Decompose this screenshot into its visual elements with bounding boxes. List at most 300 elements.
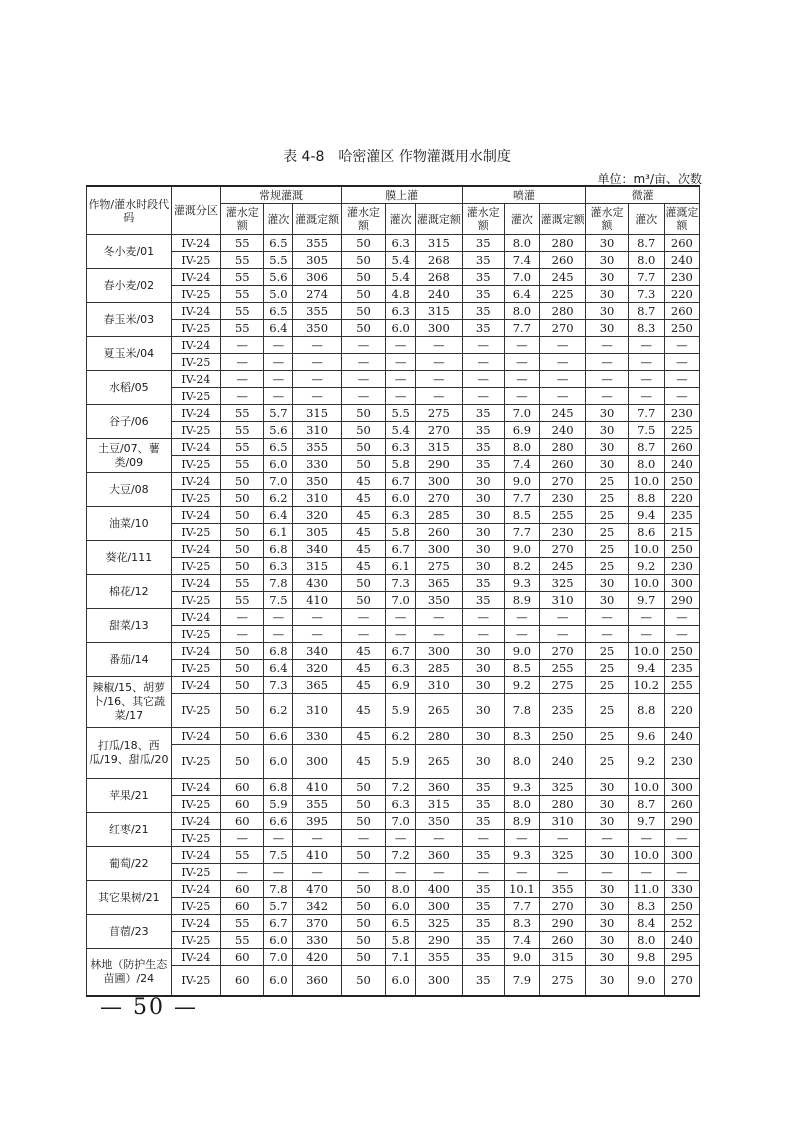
value-cell: 7.0 <box>264 949 293 966</box>
value-cell: 35 <box>462 813 504 830</box>
table-title: 表 4-8 哈密灌区 作物灌溉用水制度 <box>283 149 511 165</box>
table-row <box>87 915 700 932</box>
value-cell: — <box>341 864 385 881</box>
value-cell: 50 <box>341 456 385 473</box>
crop-name: 春玉米/03 <box>87 303 172 337</box>
value-cell: 310 <box>539 813 585 830</box>
value-cell: 315 <box>416 439 462 456</box>
zone-cell: IV-24 <box>171 643 221 660</box>
table-row <box>87 677 700 694</box>
value-cell: 55 <box>221 303 264 320</box>
value-cell: 60 <box>221 949 264 966</box>
value-cell: — <box>664 371 699 388</box>
value-cell: 5.9 <box>386 694 416 728</box>
value-cell: 25 <box>586 473 628 490</box>
value-cell: 30 <box>462 541 504 558</box>
zone-cell: IV-25 <box>171 830 221 847</box>
value-cell: 30 <box>586 932 628 949</box>
value-cell: — <box>539 609 585 626</box>
value-cell: — <box>264 354 293 371</box>
value-cell: 300 <box>416 473 462 490</box>
value-cell: 6.9 <box>386 677 416 694</box>
value-cell: 260 <box>664 439 699 456</box>
value-cell: 55 <box>221 456 264 473</box>
value-cell: 50 <box>341 303 385 320</box>
value-cell: 6.8 <box>264 541 293 558</box>
value-cell: 6.7 <box>386 473 416 490</box>
value-cell: 50 <box>341 966 385 996</box>
value-cell: 6.3 <box>386 235 416 252</box>
value-cell: 25 <box>586 490 628 507</box>
value-cell: 50 <box>221 728 264 745</box>
value-cell: 255 <box>539 660 585 677</box>
table-row <box>87 388 700 405</box>
value-cell: 30 <box>462 677 504 694</box>
value-cell: 30 <box>586 949 628 966</box>
value-cell: 350 <box>416 592 462 609</box>
value-cell: 300 <box>664 847 699 864</box>
value-cell: — <box>386 609 416 626</box>
value-cell: 260 <box>539 456 585 473</box>
value-cell: — <box>539 337 585 354</box>
zone-cell: IV-25 <box>171 456 221 473</box>
crop-name: 苹果/21 <box>87 779 172 813</box>
value-cell: 50 <box>221 541 264 558</box>
value-cell: 255 <box>664 677 699 694</box>
value-cell: 50 <box>341 422 385 439</box>
value-cell: 30 <box>462 524 504 541</box>
value-cell: 9.3 <box>504 779 539 796</box>
value-cell: — <box>264 337 293 354</box>
value-cell: 8.0 <box>628 932 664 949</box>
value-cell: 50 <box>341 405 385 422</box>
value-cell: 290 <box>539 915 585 932</box>
value-cell: 9.4 <box>628 507 664 524</box>
value-cell: 25 <box>586 643 628 660</box>
value-cell: — <box>539 388 585 405</box>
subheader-total: 灌溉定额 <box>539 204 585 235</box>
value-cell: 8.7 <box>628 235 664 252</box>
value-cell: 280 <box>539 439 585 456</box>
value-cell: 355 <box>293 439 341 456</box>
value-cell: — <box>293 371 341 388</box>
value-cell: 45 <box>341 643 385 660</box>
table-row <box>87 881 700 898</box>
value-cell: 30 <box>586 813 628 830</box>
value-cell: — <box>628 864 664 881</box>
value-cell: 50 <box>341 898 385 915</box>
value-cell: 9.0 <box>504 541 539 558</box>
value-cell: 8.8 <box>628 694 664 728</box>
value-cell: 7.9 <box>504 966 539 996</box>
value-cell: 30 <box>586 269 628 286</box>
zone-cell: IV-25 <box>171 745 221 779</box>
value-cell: 7.1 <box>386 949 416 966</box>
value-cell: 45 <box>341 745 385 779</box>
table-row <box>87 813 700 830</box>
value-cell: 35 <box>462 422 504 439</box>
value-cell: — <box>221 388 264 405</box>
value-cell: — <box>416 830 462 847</box>
value-cell: — <box>539 830 585 847</box>
value-cell: 6.0 <box>386 490 416 507</box>
value-cell: — <box>462 354 504 371</box>
value-cell: 9.0 <box>504 643 539 660</box>
value-cell: — <box>293 864 341 881</box>
value-cell: 10.0 <box>628 575 664 592</box>
table-row <box>87 303 700 320</box>
value-cell: — <box>664 388 699 405</box>
value-cell: 6.4 <box>504 286 539 303</box>
value-cell: 35 <box>462 915 504 932</box>
value-cell: 8.3 <box>504 728 539 745</box>
crop-name: 甜菜/13 <box>87 609 172 643</box>
value-cell: 35 <box>462 286 504 303</box>
value-cell: 300 <box>416 643 462 660</box>
value-cell: 325 <box>539 847 585 864</box>
value-cell: 45 <box>341 677 385 694</box>
zone-cell: IV-25 <box>171 422 221 439</box>
value-cell: 30 <box>586 898 628 915</box>
value-cell: 45 <box>341 507 385 524</box>
value-cell: — <box>664 626 699 643</box>
zone-cell: IV-24 <box>171 337 221 354</box>
header-crop: 作物/灌水时段代码 <box>87 186 172 235</box>
value-cell: 8.3 <box>628 898 664 915</box>
value-cell: — <box>416 609 462 626</box>
value-cell: 30 <box>586 405 628 422</box>
value-cell: 35 <box>462 779 504 796</box>
value-cell: 35 <box>462 405 504 422</box>
value-cell: 50 <box>341 252 385 269</box>
value-cell: 6.8 <box>264 643 293 660</box>
value-cell: 250 <box>664 541 699 558</box>
value-cell: 395 <box>293 813 341 830</box>
value-cell: 325 <box>539 779 585 796</box>
crop-name: 红枣/21 <box>87 813 172 847</box>
value-cell: 270 <box>539 541 585 558</box>
value-cell: 35 <box>462 456 504 473</box>
value-cell: 6.5 <box>264 439 293 456</box>
value-cell: 4.8 <box>386 286 416 303</box>
value-cell: 50 <box>341 949 385 966</box>
value-cell: 55 <box>221 405 264 422</box>
value-cell: — <box>416 354 462 371</box>
value-cell: 35 <box>462 235 504 252</box>
value-cell: 220 <box>664 694 699 728</box>
value-cell: 6.0 <box>386 320 416 337</box>
value-cell: 8.5 <box>504 660 539 677</box>
value-cell: 6.0 <box>264 456 293 473</box>
value-cell: 30 <box>462 660 504 677</box>
value-cell: 270 <box>539 473 585 490</box>
value-cell: 215 <box>664 524 699 541</box>
value-cell: 35 <box>462 269 504 286</box>
table-row <box>87 626 700 643</box>
value-cell: — <box>586 830 628 847</box>
value-cell: 290 <box>416 456 462 473</box>
value-cell: — <box>264 371 293 388</box>
crop-name: 土豆/07、薯类/09 <box>87 439 172 473</box>
crop-name: 辣椒/15、胡萝卜/16、其它蔬菜/17 <box>87 677 172 728</box>
value-cell: 270 <box>416 422 462 439</box>
zone-cell: IV-25 <box>171 898 221 915</box>
value-cell: 8.3 <box>504 915 539 932</box>
value-cell: 355 <box>539 881 585 898</box>
value-cell: — <box>221 354 264 371</box>
value-cell: 220 <box>664 490 699 507</box>
value-cell: 350 <box>293 473 341 490</box>
zone-cell: IV-25 <box>171 626 221 643</box>
value-cell: 8.7 <box>628 303 664 320</box>
value-cell: — <box>586 864 628 881</box>
value-cell: 50 <box>221 643 264 660</box>
subheader-quota: 灌水定额 <box>341 204 385 235</box>
zone-cell: IV-24 <box>171 303 221 320</box>
value-cell: 5.5 <box>386 405 416 422</box>
table-row <box>87 490 700 507</box>
value-cell: 8.0 <box>628 456 664 473</box>
value-cell: 7.7 <box>504 898 539 915</box>
value-cell: 50 <box>341 269 385 286</box>
value-cell: 340 <box>293 643 341 660</box>
zone-cell: IV-25 <box>171 286 221 303</box>
value-cell: 290 <box>416 932 462 949</box>
value-cell: 230 <box>664 405 699 422</box>
crop-name: 谷子/06 <box>87 405 172 439</box>
value-cell: 320 <box>293 507 341 524</box>
value-cell: 5.9 <box>386 745 416 779</box>
value-cell: 6.8 <box>264 779 293 796</box>
value-cell: 7.8 <box>264 881 293 898</box>
value-cell: 30 <box>586 422 628 439</box>
crop-name: 棉花/12 <box>87 575 172 609</box>
value-cell: 240 <box>664 252 699 269</box>
value-cell: 400 <box>416 881 462 898</box>
value-cell: 55 <box>221 422 264 439</box>
value-cell: 6.4 <box>264 320 293 337</box>
value-cell: 315 <box>293 558 341 575</box>
value-cell: — <box>462 388 504 405</box>
value-cell: 260 <box>539 252 585 269</box>
value-cell: 10.2 <box>628 677 664 694</box>
value-cell: 360 <box>416 847 462 864</box>
crop-name: 水稻/05 <box>87 371 172 405</box>
value-cell: 470 <box>293 881 341 898</box>
value-cell: 5.8 <box>386 932 416 949</box>
zone-cell: IV-25 <box>171 592 221 609</box>
value-cell: — <box>462 830 504 847</box>
value-cell: 9.7 <box>628 592 664 609</box>
crop-name: 大豆/08 <box>87 473 172 507</box>
value-cell: — <box>539 626 585 643</box>
zone-cell: IV-24 <box>171 575 221 592</box>
subheader-total: 灌溉定额 <box>416 204 462 235</box>
value-cell: — <box>664 864 699 881</box>
crop-name: 冬小麦/01 <box>87 235 172 269</box>
zone-cell: IV-24 <box>171 915 221 932</box>
value-cell: — <box>539 354 585 371</box>
value-cell: 315 <box>416 235 462 252</box>
value-cell: — <box>586 388 628 405</box>
value-cell: 60 <box>221 796 264 813</box>
crop-name: 苜蓿/23 <box>87 915 172 949</box>
value-cell: 250 <box>539 728 585 745</box>
zone-cell: IV-24 <box>171 847 221 864</box>
value-cell: 35 <box>462 898 504 915</box>
value-cell: — <box>664 337 699 354</box>
value-cell: — <box>293 388 341 405</box>
value-cell: 35 <box>462 592 504 609</box>
value-cell: — <box>341 371 385 388</box>
zone-cell: IV-25 <box>171 354 221 371</box>
value-cell: — <box>416 337 462 354</box>
value-cell: 9.8 <box>628 949 664 966</box>
value-cell: 45 <box>341 524 385 541</box>
value-cell: 35 <box>462 796 504 813</box>
table-row <box>87 405 700 422</box>
value-cell: 50 <box>221 745 264 779</box>
value-cell: 350 <box>293 320 341 337</box>
value-cell: — <box>664 354 699 371</box>
value-cell: 360 <box>293 966 341 996</box>
table-row <box>87 371 700 388</box>
value-cell: 6.3 <box>264 558 293 575</box>
value-cell: 45 <box>341 694 385 728</box>
table-row <box>87 269 700 286</box>
value-cell: 30 <box>586 592 628 609</box>
table-row <box>87 966 700 996</box>
value-cell: 60 <box>221 779 264 796</box>
value-cell: 340 <box>293 541 341 558</box>
zone-cell: IV-24 <box>171 439 221 456</box>
value-cell: 45 <box>341 660 385 677</box>
value-cell: — <box>221 609 264 626</box>
value-cell: 35 <box>462 966 504 996</box>
table-row <box>87 235 700 252</box>
value-cell: 275 <box>539 677 585 694</box>
value-cell: — <box>416 626 462 643</box>
header-group-conventional: 常规灌溉 <box>221 186 342 204</box>
value-cell: 268 <box>416 252 462 269</box>
zone-cell: IV-24 <box>171 609 221 626</box>
value-cell: — <box>341 830 385 847</box>
value-cell: 45 <box>341 728 385 745</box>
value-cell: 250 <box>664 473 699 490</box>
value-cell: 5.8 <box>386 456 416 473</box>
value-cell: 270 <box>539 320 585 337</box>
value-cell: 50 <box>221 558 264 575</box>
value-cell: 8.0 <box>504 745 539 779</box>
value-cell: 260 <box>664 235 699 252</box>
value-cell: — <box>293 626 341 643</box>
value-cell: 355 <box>293 235 341 252</box>
value-cell: — <box>416 371 462 388</box>
value-cell: 300 <box>416 541 462 558</box>
zone-cell: IV-25 <box>171 660 221 677</box>
value-cell: 7.0 <box>386 592 416 609</box>
header-group-film: 膜上灌 <box>341 186 462 204</box>
value-cell: 50 <box>221 660 264 677</box>
value-cell: 8.6 <box>628 524 664 541</box>
value-cell: 7.4 <box>504 932 539 949</box>
value-cell: 7.5 <box>264 847 293 864</box>
value-cell: 30 <box>586 252 628 269</box>
value-cell: 7.7 <box>504 490 539 507</box>
value-cell: 35 <box>462 575 504 592</box>
value-cell: 30 <box>462 745 504 779</box>
value-cell: 50 <box>221 507 264 524</box>
table-row <box>87 643 700 660</box>
value-cell: — <box>539 864 585 881</box>
value-cell: 6.3 <box>386 303 416 320</box>
value-cell: 50 <box>221 694 264 728</box>
table-row <box>87 592 700 609</box>
value-cell: — <box>586 337 628 354</box>
header-group-sprinkler: 喷灌 <box>462 186 586 204</box>
value-cell: 30 <box>586 966 628 996</box>
value-cell: — <box>462 609 504 626</box>
value-cell: 235 <box>664 660 699 677</box>
table-row <box>87 252 700 269</box>
value-cell: 305 <box>293 524 341 541</box>
value-cell: — <box>386 388 416 405</box>
value-cell: 8.5 <box>504 507 539 524</box>
value-cell: 370 <box>293 915 341 932</box>
value-cell: 55 <box>221 575 264 592</box>
value-cell: 5.6 <box>264 422 293 439</box>
value-cell: 6.5 <box>386 915 416 932</box>
table-row <box>87 949 700 966</box>
value-cell: 290 <box>664 813 699 830</box>
value-cell: 6.3 <box>386 660 416 677</box>
value-cell: 8.0 <box>504 796 539 813</box>
value-cell: 8.0 <box>386 881 416 898</box>
value-cell: 265 <box>416 694 462 728</box>
zone-cell: IV-25 <box>171 320 221 337</box>
value-cell: 8.4 <box>628 915 664 932</box>
value-cell: 50 <box>341 796 385 813</box>
crop-name: 其它果树/21 <box>87 881 172 915</box>
value-cell: 280 <box>416 728 462 745</box>
value-cell: 25 <box>586 745 628 779</box>
value-cell: — <box>221 830 264 847</box>
subheader-times: 灌次 <box>504 204 539 235</box>
value-cell: 30 <box>586 779 628 796</box>
value-cell: 325 <box>539 575 585 592</box>
value-cell: 300 <box>416 898 462 915</box>
value-cell: 45 <box>341 558 385 575</box>
value-cell: 7.3 <box>386 575 416 592</box>
value-cell: 10.0 <box>628 779 664 796</box>
zone-cell: IV-24 <box>171 541 221 558</box>
value-cell: 55 <box>221 847 264 864</box>
value-cell: 30 <box>462 694 504 728</box>
value-cell: — <box>341 388 385 405</box>
value-cell: — <box>386 626 416 643</box>
table-row <box>87 745 700 779</box>
value-cell: 9.0 <box>504 949 539 966</box>
value-cell: 8.0 <box>504 235 539 252</box>
value-cell: — <box>264 830 293 847</box>
value-cell: 7.0 <box>504 405 539 422</box>
value-cell: 240 <box>539 422 585 439</box>
zone-cell: IV-25 <box>171 694 221 728</box>
value-cell: 10.0 <box>628 643 664 660</box>
zone-cell: IV-25 <box>171 490 221 507</box>
value-cell: — <box>628 609 664 626</box>
table-row <box>87 422 700 439</box>
